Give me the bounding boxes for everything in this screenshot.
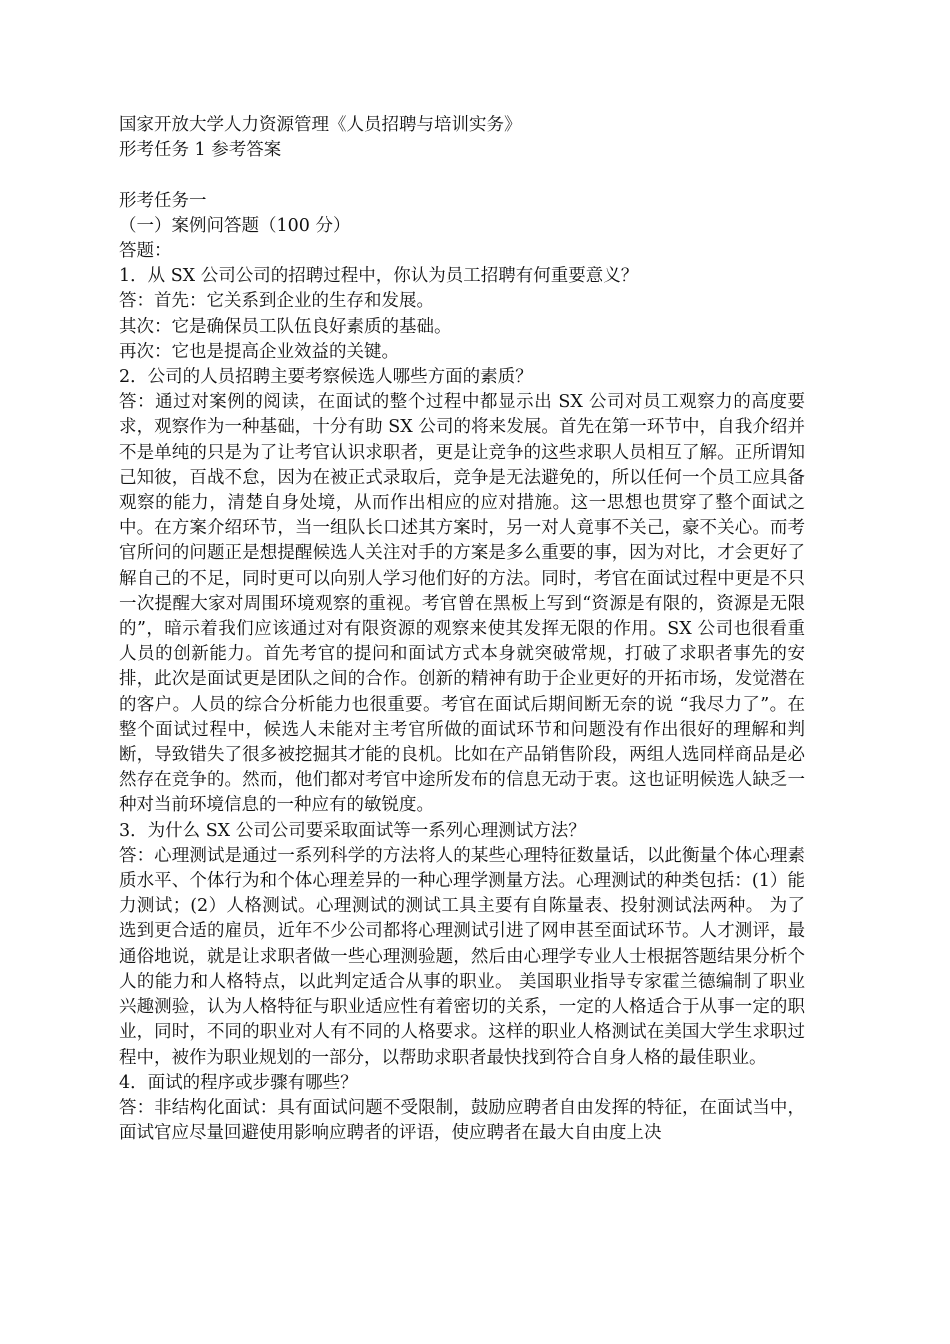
document-body [119,113,805,1146]
question-3: 3．为什么 SX 公司公司要采取面试等一系列心理测试方法？ [119,820,586,841]
section-part: （一）案例问答题（100 分） [119,215,351,236]
answer-1-1: 答：首先：它关系到企业的生存和发展。 [119,291,434,312]
question-2: 2．公司的人员招聘主要考察候选人哪些方面的素质？ [119,367,533,388]
document-subtitle: 形考任务 1 参考答案 [119,140,282,161]
question-4: 4．面试的程序或步骤有哪些？ [119,1072,358,1093]
spacer [119,163,805,188]
answer-1-3: 再次：它也是提高企业效益的关键。 [119,341,399,362]
section-heading: 形考任务一 [119,190,207,211]
answer-1-2: 其次：它是确保员工队伍良好素质的基础。 [119,316,452,337]
answer-label: 答题： [119,241,172,261]
question-1: 1．从 SX 公司公司的招聘过程中，你认为员工招聘有何重要意义？ [119,266,639,287]
document-title: 国家开放大学人力资源管理《人员招聘与培训实务》 [119,115,522,135]
answer-2: 答：通过对案例的阅读，在面试的整个过程中都显示出 SX 公司对员工观察力的高度要求，观察作为一种基础，十分有助 SX 公司的将来发展。首先在第一环节中，自我介绍并不是单纯的只是为了让考官认识求职者，更是让竞争的这些求职人员相互了解。正所谓知己知彼，百战不怠，因为在被正式录取后，竞争是无法避免的，所以任何一个员工应具备观察的能力，清楚自身处境，从而作出相应的应对措施。这一思想也贯穿了整个面试之中。在方案介绍环节，当一组队长口述其方案时，另一对人竟事不关己，豪不关心。而考官所问的问题正是想提醒候选人关注对手的方案是多么重要的事，因为对比，才会更好了解自己的不足，同时更可以向别人学习他们好的方法。同时，考官在面试过程中更是不只一次提醒大家对周围环境观察的重视。考官曾在黑板上写到“资源是有限的，资源是无限的”，暗示着我们应该通过对有限资源的观察来使其发挥无限的作用。SX 公司也很看重人员的创新能力。首先考官的提问和面试方式本身就突破常规，打破了求职者事先的安排，此次是面试更是团队之间的合作。创新的精神有助于企业更好的开拓市场，发觉潜在的客户。人员的综合分析能力也很重要。考官在面试后期间断无奈的说 “我尽力了”。在整个面试过程中，候选人未能对主考官所做的面试环节和问题没有作出很好的理解和判断，导致错失了很多被挖掘其才能的良机。比如在产品销售阶段，两组人选同样商品是必然存在竞争的。然而，他们都对考官中途所发布的信息无动于衷。这也证明候选人缺乏一种对当前环境信息的一种应有的敏锐度。 [119,392,805,816]
answer-3: 答：心理测试是通过一系列科学的方法将人的某些心理特征数量话，以此衡量个体心理素质水平、个体行为和个体心理差异的一种心理学测量方法。心理测试的种类包括：(1）能力测试；(2）人格测试。心理测试的测试工具主要有自陈量表、投射测试法两种。 为了选到更合适的雇员，近年不少公司都将心理测试引进了网申甚至面试环节。人才测评，最通俗地说，就是让求职者做一些心理测验题，然后由心理学专业人士根据答题结果分析个人的能力和人格特点，以此判定适合从事的职业。 美国职业指导专家霍兰德编制了职业兴趣测验，认为人格特征与职业适应性有着密切的关系，一定的人格适合于从事一定的职业，同时，不同的职业对人有不同的人格要求。这样的职业人格测试在美国大学生求职过程中，被作为职业规划的一部分，以帮助求职者最快找到符合自身人格的最佳职业。 [119,845,805,1068]
answer-4: 答：非结构化面试：具有面试问题不受限制，鼓励应聘者自由发挥的特征，在面试当中，面试官应尽量回避使用影响应聘者的评语，使应聘者在最大自由度上决 [119,1097,805,1144]
